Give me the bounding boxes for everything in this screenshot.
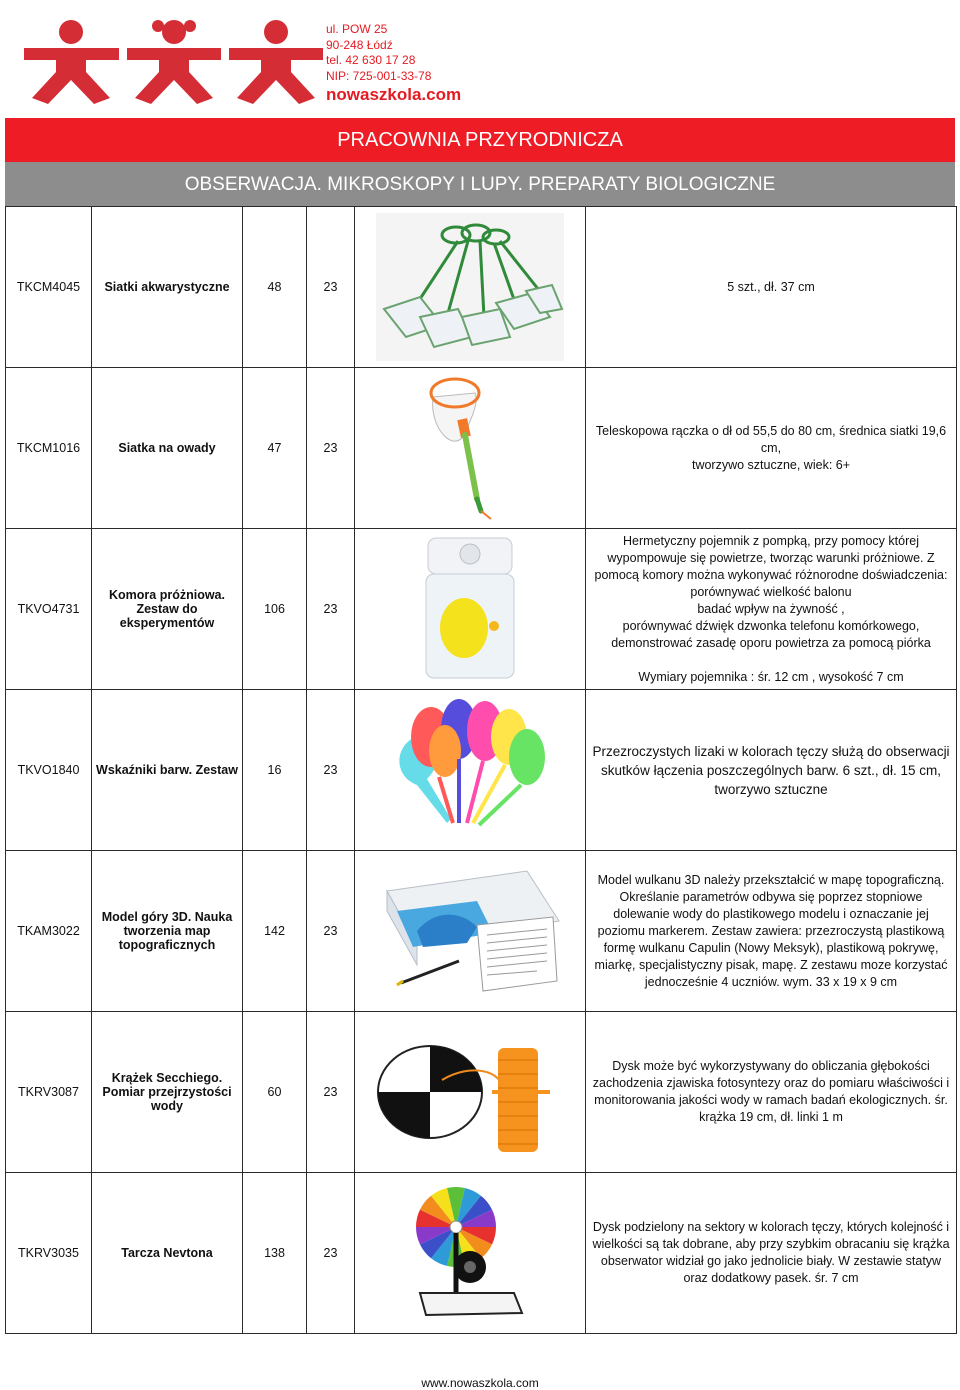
description-line: Przezroczystych lizaki w kolorach tęczy służą do obserwacji skutków łączenia poszczególnych barw. 6 szt., dł. 15 cm, tworzywo sztuczne — [592, 743, 950, 797]
product-code: TKRV3035 — [6, 1173, 92, 1334]
footer-website[interactable]: www.nowaszkola.com — [421, 1376, 539, 1390]
table-row — [6, 529, 957, 690]
product-description — [586, 690, 957, 851]
city-line: 90-248 Łódź — [326, 37, 393, 52]
description-line: Model wulkanu 3D należy przekształcić w mapę topograficzną. Określanie parametrów odbywa się poprzez stopniowe dolewanie wody do plastikowego modelu i oznaczanie jej poziomu markerem. Zestaw zawiera: przezroczystą plastikową formę wulkanu Capulin (Nowy Meksyk), plastikową pokrywę, miarkę, specjalistyczny pisak, mapę. Z zestawu moze korzystać jednocześnie 4 uczniów. wym. 33 x 19 x 9 cm — [594, 872, 948, 989]
product-code: TKVO4731 — [6, 529, 92, 690]
insect-net-image — [362, 373, 578, 523]
description-line: badać wpływ na żywność , — [697, 601, 845, 616]
product-vat: 23 — [307, 368, 355, 529]
product-price: 16 — [243, 690, 307, 851]
product-price: 142 — [243, 851, 307, 1012]
product-code: TKCM4045 — [6, 207, 92, 368]
product-price: 106 — [243, 529, 307, 690]
vacuum-chamber-image — [362, 534, 578, 684]
table-row — [6, 207, 957, 368]
secchi-disk-image — [362, 1017, 578, 1167]
table-row — [6, 368, 957, 529]
product-description — [586, 529, 957, 690]
website-link[interactable]: nowaszkola.com — [326, 85, 462, 104]
nip-line: NIP: 725-001-33-78 — [326, 68, 432, 83]
product-vat: 23 — [307, 207, 355, 368]
product-name: Wskaźniki barw. Zestaw — [92, 690, 243, 851]
table-row — [6, 1173, 957, 1334]
description-line: 5 szt., dł. 37 cm — [727, 279, 815, 294]
aquarium-nets-image — [362, 212, 578, 362]
description-line: Hermetyczny pojemnik z pompką, przy pomocy której wypompowuje się powietrze, tworząc warunki próżniowe. Z pomocą komory można wykonywać różnorodne doświadczenia: — [594, 533, 948, 582]
product-table — [5, 206, 957, 1334]
product-description — [586, 207, 957, 368]
product-vat: 23 — [307, 851, 355, 1012]
company-contact — [326, 22, 461, 106]
table-row — [6, 1012, 957, 1173]
product-description — [586, 1173, 957, 1334]
product-price: 60 — [243, 1012, 307, 1173]
product-price: 138 — [243, 1173, 307, 1334]
newton-disc-image — [362, 1178, 578, 1328]
section-title: PRACOWNIA PRZYRODNICZA — [5, 118, 955, 162]
subsection-title: OBSERWACJA. MIKROSKOPY I LUPY. PREPARATY BIOLOGICZNE — [5, 162, 955, 206]
product-price: 48 — [243, 207, 307, 368]
product-code: TKCM1016 — [6, 368, 92, 529]
product-name: Siatki akwarystyczne — [92, 207, 243, 368]
product-vat: 23 — [307, 690, 355, 851]
phone-line: tel. 42 630 17 28 — [326, 53, 416, 67]
product-vat: 23 — [307, 1012, 355, 1173]
description-line: Wymiary pojemnika : śr. 12 cm , wysokość 7 cm — [638, 669, 904, 684]
description-line: Teleskopowa rączka o dł od 55,5 do 80 cm, średnica siatki 19,6 cm, — [595, 423, 947, 455]
description-line: Dysk może być wykorzystywany do obliczania głębokości zachodzenia zjawiska fotosyntezy oraz do pomiaru właściwości i monitorowania jakości wody w ramach badań ekologicznych. śr. krążka 19 cm, dł. linki 1 m — [592, 1059, 950, 1124]
product-description — [586, 1012, 957, 1173]
product-name: Siatka na owady — [92, 368, 243, 529]
description-line: porównywać wielkość balonu — [690, 584, 852, 599]
mountain-model-image — [362, 856, 578, 1006]
product-price: 47 — [243, 368, 307, 529]
table-row — [6, 851, 957, 1012]
product-name: Model góry 3D. Nauka tworzenia map topograficznych — [92, 851, 243, 1012]
company-logo — [24, 18, 324, 104]
product-name: Komora próżniowa. Zestaw do eksperymentów — [92, 529, 243, 690]
description-line: tworzywo sztuczne, wiek: 6+ — [691, 457, 851, 472]
product-description — [586, 368, 957, 529]
product-code: TKAM3022 — [6, 851, 92, 1012]
color-paddles-image — [362, 695, 578, 845]
product-vat: 23 — [307, 1173, 355, 1334]
description-spacer — [592, 652, 950, 669]
description-line: porównywać dźwięk dzwonka telefonu komórkowego, demonstrować zasadę oporu powietrza za pomocą piórka — [611, 618, 931, 650]
product-description — [586, 851, 957, 1012]
address-line: ul. POW 25 — [326, 22, 388, 36]
product-code: TKRV3087 — [6, 1012, 92, 1173]
description-line: Dysk podzielony na sektory w kolorach tęczy, których kolejność i wielkości są tak dobrane, aby przy szybkim obracaniu się krążka obserwator widział go jako jednolicie biały. W zestawie statyw oraz dodatkowy pasek. śr. 7 cm — [592, 1220, 950, 1285]
table-row — [6, 690, 957, 851]
product-code: TKVO1840 — [6, 690, 92, 851]
product-name: Tarcza Nevtona — [92, 1173, 243, 1334]
product-vat: 23 — [307, 529, 355, 690]
product-name: Krążek Secchiego. Pomiar przejrzystości wody — [92, 1012, 243, 1173]
